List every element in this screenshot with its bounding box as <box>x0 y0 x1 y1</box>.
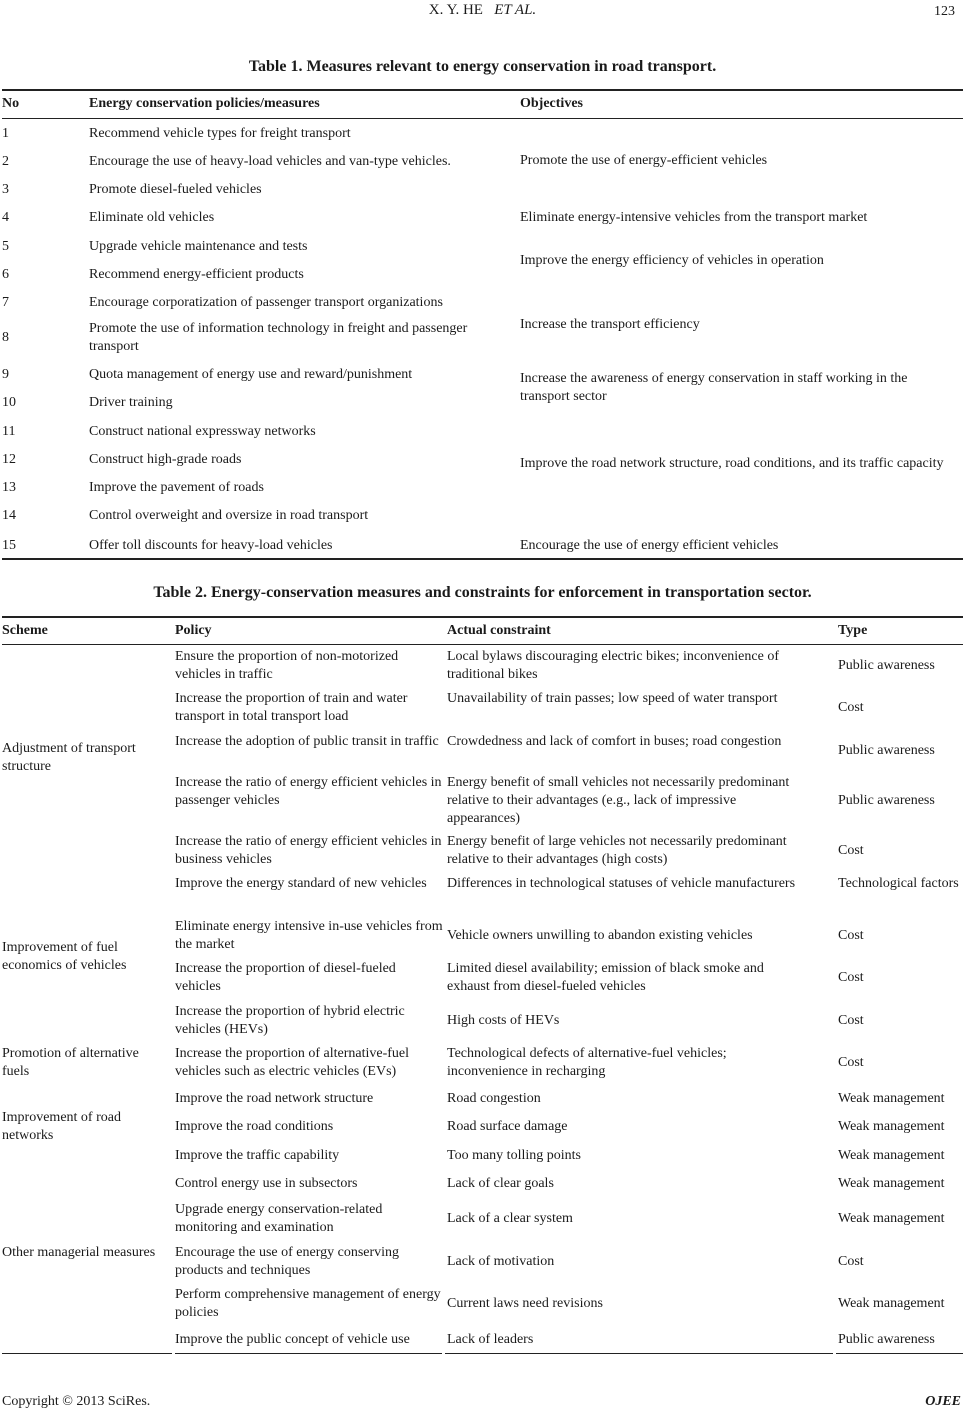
table2-constraint: Lack of motivation <box>447 1254 555 1269</box>
running-header <box>0 2 965 19</box>
table1-row-measure: Offer toll discounts for heavy-load vehicles <box>89 538 333 553</box>
table1-bottom-rule <box>2 558 963 560</box>
table1-caption: Table 1. Measures relevant to energy conservation in road transport. <box>248 58 717 75</box>
table2-constraint: High costs of HEVs <box>447 1013 560 1028</box>
table2-top-rule <box>2 616 963 618</box>
table1-row-number: 12 <box>2 452 16 467</box>
table1-row-measure: Driver training <box>89 395 173 410</box>
table1-row-number: 14 <box>2 508 16 523</box>
table2-type: Cost <box>838 1254 864 1269</box>
table2-policy: Eliminate energy intensive in-use vehicles from the market <box>175 919 443 952</box>
table2-type: Weak management <box>838 1296 945 1311</box>
table1-row-number: 13 <box>2 480 16 495</box>
table1-objective: Promote the use of energy-efficient vehicles <box>520 153 768 168</box>
table1-objective: Increase the transport efficiency <box>520 317 700 332</box>
table2-bottom-rule <box>2 1353 172 1354</box>
table1-top-rule <box>2 89 963 91</box>
table2-constraint: Energy benefit of large vehicles not necessarily predominant relative to their advantages (high costs) <box>447 834 787 867</box>
table2-bottom-rule <box>175 1353 442 1354</box>
table2-header-type: Type <box>838 623 868 638</box>
table2-constraint: Road surface damage <box>447 1119 568 1134</box>
table2-bottom-rule <box>445 1353 833 1354</box>
table2-constraint: Differences in technological statuses of vehicle manufacturers <box>447 876 796 891</box>
table2-constraint: Road congestion <box>447 1091 541 1106</box>
table2-type: Cost <box>838 843 864 858</box>
table1-header-objectives: Objectives <box>520 96 583 111</box>
table2-constraint: Crowdedness and lack of comfort in buses; road congestion <box>447 734 782 749</box>
table1-row-number: 8 <box>2 330 9 345</box>
table2-policy: Improve the road conditions <box>175 1119 334 1134</box>
table1-row-number: 5 <box>2 239 9 254</box>
table2-type: Technological factors <box>838 876 959 891</box>
table1-objective: Improve the energy efficiency of vehicles in operation <box>520 253 824 268</box>
table2-type: Cost <box>838 970 864 985</box>
page-number: 123 <box>934 4 955 19</box>
table1-row-number: 6 <box>2 267 9 282</box>
table2-type: Weak management <box>838 1091 945 1106</box>
table1-row-measure: Eliminate old vehicles <box>89 210 215 225</box>
table1-row-number: 1 <box>2 126 9 141</box>
table1-row-measure: Improve the pavement of roads <box>89 480 264 495</box>
table1-objective: Eliminate energy-intensive vehicles from the transport market <box>520 210 868 225</box>
table2-type: Cost <box>838 700 864 715</box>
table2-policy: Improve the public concept of vehicle use <box>175 1332 410 1347</box>
table2-constraint: Local bylaws discouraging electric bikes; inconvenience of traditional bikes <box>447 649 779 682</box>
table2-policy: Increase the adoption of public transit in traffic <box>175 734 439 749</box>
table1-row-measure: Encourage the use of heavy-load vehicles and van-type vehicles. <box>89 154 451 169</box>
table2-constraint: Limited diesel availability; emission of black smoke and exhaust from diesel-fueled vehicles <box>447 961 764 994</box>
table2-policy: Improve the energy standard of new vehicles <box>175 876 427 891</box>
table2-bottom-rule <box>836 1353 963 1354</box>
table2-type: Weak management <box>838 1119 945 1134</box>
table2-type: Public awareness <box>838 658 935 673</box>
table2-constraint: Too many tolling points <box>447 1148 581 1163</box>
table1-row-number: 3 <box>2 182 9 197</box>
table2-type: Cost <box>838 928 864 943</box>
table1-row-measure: Recommend energy-efficient products <box>89 267 304 282</box>
table1-row-number: 9 <box>2 367 9 382</box>
table2-constraint: Technological defects of alternative-fuel vehicles; inconvenience in recharging <box>447 1046 727 1079</box>
table2-type: Public awareness <box>838 793 935 808</box>
table2-header-scheme: Scheme <box>2 623 48 638</box>
table1-row-number: 2 <box>2 154 9 169</box>
table2-policy: Upgrade energy conservation-related monitoring and examination <box>175 1202 383 1235</box>
table2-type: Weak management <box>838 1148 945 1163</box>
table1-header-no: No <box>2 96 20 111</box>
table2-policy: Increase the proportion of alternative-fuel vehicles such as electric vehicles (EVs) <box>175 1046 410 1079</box>
table2-type: Cost <box>838 1055 864 1070</box>
table2-policy: Improve the traffic capability <box>175 1148 340 1163</box>
table1-header-rule <box>2 118 963 119</box>
table2-policy: Increase the proportion of diesel-fueled vehicles <box>175 961 396 994</box>
header-etal: ET AL. <box>494 2 537 18</box>
table2-type: Weak management <box>838 1176 945 1191</box>
table2-constraint: Unavailability of train passes; low speed of water transport <box>447 691 778 706</box>
table1-row-measure: Upgrade vehicle maintenance and tests <box>89 239 308 254</box>
table2-policy: Ensure the proportion of non-motorized vehicles in traffic <box>175 649 399 682</box>
table2-constraint: Current laws need revisions <box>447 1296 603 1311</box>
table1-objective: Improve the road network structure, road conditions, and its traffic capacity <box>520 456 944 471</box>
table2-type: Public awareness <box>838 743 935 758</box>
table2-header-constraint: Actual constraint <box>447 623 551 638</box>
table2-caption: Table 2. Energy-conservation measures and constraints for enforcement in transportation sector. <box>153 584 812 601</box>
table1-row-number: 11 <box>2 424 16 439</box>
footer-copyright: Copyright © 2013 SciRes. <box>2 1394 151 1409</box>
table1-row-number: 4 <box>2 210 9 225</box>
table2-policy: Increase the proportion of train and water transport in total transport load <box>175 691 408 724</box>
header-authors: X. Y. HE <box>428 2 483 18</box>
table2-policy: Control energy use in subsectors <box>175 1176 358 1191</box>
table2-scheme: Adjustment of transport structure <box>2 741 136 774</box>
table1-row-measure: Promote diesel-fueled vehicles <box>89 182 262 197</box>
table2-scheme: Improvement of fuel economics of vehicles <box>2 940 127 973</box>
table1-row-measure: Quota management of energy use and reward/punishment <box>89 367 413 382</box>
table2-scheme: Promotion of alternative fuels <box>2 1046 139 1079</box>
table2-type: Public awareness <box>838 1332 935 1347</box>
table1-row-measure: Encourage corporatization of passenger transport organizations <box>89 295 443 310</box>
table2-constraint: Vehicle owners unwilling to abandon existing vehicles <box>447 928 753 943</box>
table1-row-measure: Construct high-grade roads <box>89 452 242 467</box>
table2-type: Cost <box>838 1013 864 1028</box>
table2-type: Weak management <box>838 1211 945 1226</box>
table2-constraint: Lack of a clear system <box>447 1211 573 1226</box>
table1-row-number: 10 <box>2 395 16 410</box>
table1-row-measure: Recommend vehicle types for freight transport <box>89 126 351 141</box>
footer-journal: OJEE <box>925 1394 961 1409</box>
table1-row-number: 15 <box>2 538 16 553</box>
table1-row-number: 7 <box>2 295 9 310</box>
table1-row-measure: Construct national expressway networks <box>89 424 316 439</box>
table1-objective: Increase the awareness of energy conservation in staff working in the transport sector <box>520 371 908 404</box>
table2-scheme: Improvement of road networks <box>2 1110 121 1143</box>
table2-scheme: Other managerial measures <box>2 1245 156 1260</box>
table2-policy: Perform comprehensive management of energy policies <box>175 1287 441 1320</box>
table2-constraint: Lack of leaders <box>447 1332 534 1347</box>
table1-row-measure: Promote the use of information technology in freight and passenger transport <box>89 321 468 354</box>
table2-policy: Increase the ratio of energy efficient vehicles in passenger vehicles <box>175 775 442 808</box>
table2-header-policy: Policy <box>175 623 212 638</box>
table1-objective: Encourage the use of energy efficient vehicles <box>520 538 779 553</box>
table1-row-measure: Control overweight and oversize in road transport <box>89 508 369 523</box>
table2-constraint: Energy benefit of small vehicles not necessarily predominant relative to their advantages (e.g., lack of impressive appearances) <box>447 775 790 826</box>
table2-policy: Increase the ratio of energy efficient vehicles in business vehicles <box>175 834 442 867</box>
table2-policy: Increase the proportion of hybrid electric vehicles (HEVs) <box>175 1004 405 1037</box>
table2-policy: Improve the road network structure <box>175 1091 374 1106</box>
table1-header-measure: Energy conservation policies/measures <box>89 96 320 111</box>
table2-policy: Encourage the use of energy conserving products and techniques <box>175 1245 400 1278</box>
table2-header-rule <box>2 644 963 645</box>
table2-constraint: Lack of clear goals <box>447 1176 554 1191</box>
